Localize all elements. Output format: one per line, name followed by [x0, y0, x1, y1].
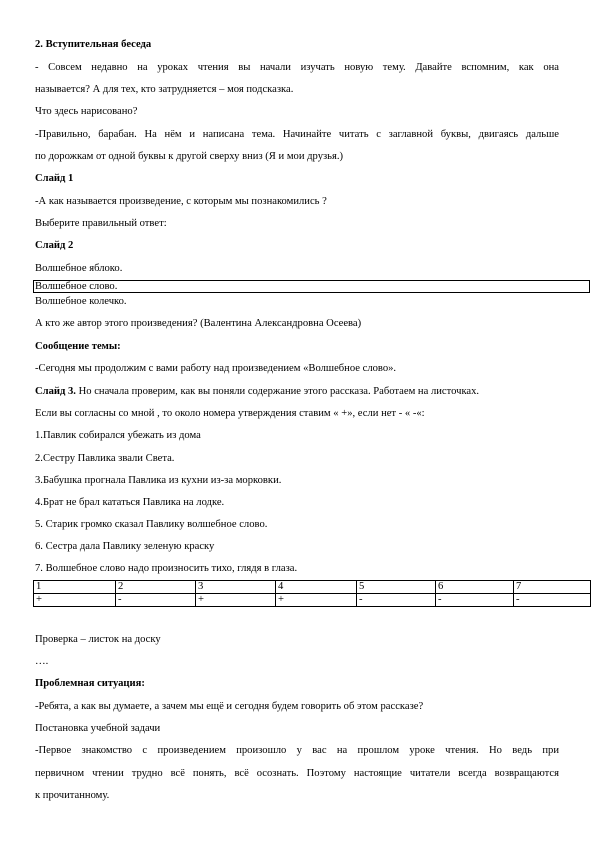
- statement-7: 7. Волшебное слово надо произносить тихо, глядя в глаза.: [35, 563, 298, 574]
- slide-1-label: Слайд 1: [35, 173, 74, 184]
- check-note: Проверка – листок на доску: [35, 634, 161, 645]
- author-question: А кто же автор этого произведения? (Валентина Александровна Осеева): [35, 318, 362, 329]
- ellipsis: ….: [35, 656, 49, 667]
- final-paragraph-line-2: первичном чтении трудно всё понять, всё осознать. Поэтому настоящие читатели всегда возвращаются: [35, 768, 559, 779]
- option-ring: Волшебное колечко.: [35, 296, 127, 307]
- table-cell-number: 5: [357, 581, 436, 594]
- statement-3: 3.Бабушка прогнала Павлика из кухни из-за морковки.: [35, 475, 282, 486]
- paragraph-1-line-2: называется? А для тех, кто затрудняется – моя подсказка.: [35, 84, 294, 95]
- table-cell-answer: -: [436, 594, 514, 607]
- statement-2: 2.Сестру Павлика звали Света.: [35, 453, 175, 464]
- statement-4: 4.Брат не брал кататься Павлика на лодке.: [35, 497, 225, 508]
- statement-5: 5. Старик громко сказал Павлику волшебное слово.: [35, 519, 268, 530]
- table-cell-answer: -: [357, 594, 436, 607]
- problem-label: Проблемная ситуация:: [35, 678, 145, 689]
- option-word: Волшебное слово.: [35, 281, 118, 292]
- statement-1: 1.Павлик собирался убежать из дома: [35, 430, 201, 441]
- table-cell-number: 6: [436, 581, 514, 594]
- table-cell-answer: -: [514, 594, 591, 607]
- paragraph-1-line-1: - Совсем недавно на уроках чтения вы начали изучать новую тему. Давайте вспомним, как она: [35, 62, 559, 73]
- table-cell-number: 2: [116, 581, 196, 594]
- problem-text: -Ребята, а как вы думаете, а зачем мы ещё и сегодня будем говорить об этом рассказе?: [35, 701, 424, 712]
- table-cell-answer: +: [34, 594, 116, 607]
- question-drawing: Что здесь нарисовано?: [35, 106, 138, 117]
- statement-6: 6. Сестра дала Павлику зеленую краску: [35, 541, 215, 552]
- choose-answer: Выберите правильный ответ:: [35, 218, 167, 229]
- table-cell-number: 1: [34, 581, 116, 594]
- option-apple: Волшебное яблоко.: [35, 263, 123, 274]
- final-paragraph-line-1: -Первое знакомство с произведением произошло у вас на прошлом уроке чтения. Но ведь при: [35, 745, 559, 756]
- table-cell-number: 7: [514, 581, 591, 594]
- answers-table: [33, 580, 591, 607]
- slide-3-line: [35, 385, 479, 398]
- slide-3-text: Но сначала проверим, как вы поняли содержание этого рассказа. Работаем на листочках.: [75, 386, 480, 397]
- question-work-title: -А как называется произведение, с которым мы познакомились ?: [35, 196, 327, 207]
- slide-2-label: Слайд 2: [35, 240, 74, 251]
- table-cell-number: 3: [196, 581, 276, 594]
- topic-text: -Сегодня мы продолжим с вами работу над произведением «Волшебное слово».: [35, 363, 397, 374]
- topic-label: Сообщение темы:: [35, 341, 121, 352]
- slide-3-label: Слайд 3.: [35, 386, 76, 397]
- paragraph-2-line-2: по дорожкам от одной буквы к другой сверху вниз (Я и мои друзья.): [35, 151, 344, 162]
- table-cell-answer: +: [276, 594, 357, 607]
- section-heading: 2. Вступительная беседа: [35, 39, 152, 50]
- table-cell-answer: +: [196, 594, 276, 607]
- table-row-numbers: [34, 581, 591, 594]
- table-cell-number: 4: [276, 581, 357, 594]
- instruction: Если вы согласны со мной , то около номера утверждения ставим « +», если нет - « -«:: [35, 408, 425, 419]
- final-paragraph-line-3: к прочитанному.: [35, 790, 110, 801]
- table-row-answers: [34, 594, 591, 607]
- task-label: Постановка учебной задачи: [35, 723, 161, 734]
- paragraph-2-line-1: -Правильно, барабан. На нём и написана тема. Начинайте читать с заглавной буквы, двигаясь дальше: [35, 129, 559, 140]
- table-cell-answer: -: [116, 594, 196, 607]
